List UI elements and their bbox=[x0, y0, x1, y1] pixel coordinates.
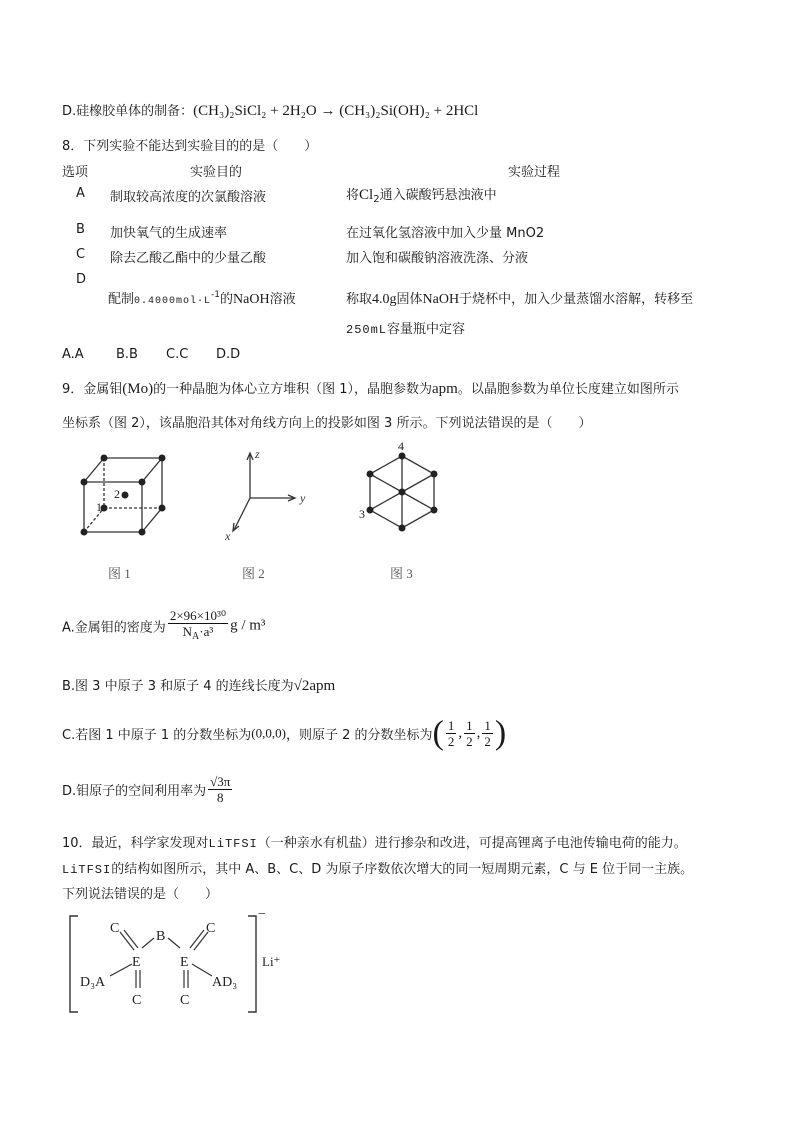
q8-option-a[interactable]: A.A bbox=[62, 347, 84, 362]
struct-e1: E bbox=[132, 955, 141, 970]
q9-c-f3-den: 2 bbox=[484, 734, 491, 749]
q8-row-d-conc: 0.4000mol·L bbox=[134, 296, 212, 307]
struct-left-group: D₃A bbox=[80, 975, 106, 990]
fig2-axes bbox=[233, 453, 295, 531]
q8-row-c-process: 加入饱和碳酸钠溶液洗涤、分液 bbox=[346, 251, 529, 266]
fig2-axis-y: y bbox=[300, 491, 306, 505]
q8-row-b-option: B bbox=[76, 222, 85, 237]
q9-c-paren-right: ) bbox=[494, 714, 507, 752]
q8-row-b-purpose: 加快氧气的生成速率 bbox=[110, 226, 228, 241]
q8-row-d-pre: 配制 bbox=[108, 292, 135, 307]
q9-a-unit: g / m³ bbox=[230, 617, 266, 634]
q8-row-d-sup: -1 bbox=[211, 290, 221, 300]
q8-row-a-pre: 将 bbox=[346, 188, 360, 203]
q7-d-equation: (CH₃)₂SiCl₂ + 2H₂O → (CH₃)₂Si(OH)₂ + 2HCl bbox=[193, 103, 479, 119]
q8-header-option: 选项 bbox=[62, 165, 89, 180]
q10-line1-pre: 10．最近，科学家发现对 bbox=[62, 836, 209, 851]
q9-apm: apm bbox=[432, 381, 458, 397]
struct-c4: C bbox=[180, 993, 190, 1008]
q9-a-text: A.金属钼的密度为 bbox=[62, 620, 166, 636]
q8-row-d-vol: 250mL bbox=[346, 323, 388, 337]
q8-row-d-process bbox=[346, 288, 693, 308]
q8-row-c-option: C bbox=[76, 247, 86, 262]
q8-row-a-sub: 2 bbox=[373, 194, 380, 205]
q9-c-f1-den: 2 bbox=[447, 734, 455, 749]
q8-row-a-purpose: 制取较高浓度的次氯酸溶液 bbox=[110, 190, 267, 205]
q9-a-den-sub: A bbox=[192, 631, 200, 642]
q9-c-f3-num: 1 bbox=[484, 718, 491, 733]
q7-d-label: D.硅橡胶单体的制备： bbox=[62, 104, 194, 119]
q9-d-den: 8 bbox=[217, 790, 224, 805]
q9-c-text: C.若图 1 中原子 1 的分数坐标为 bbox=[62, 728, 252, 743]
q9-c-comma-2: , bbox=[476, 725, 481, 741]
q8-row-b-process: 在过氧化氢溶液中加入少量 MnO2 bbox=[346, 226, 545, 241]
q10-line2-post: 的结构如图所示，其中 A、B、C、D 为原子序数依次增大的同一短周期元素，C 与 E 位于同一主族。 bbox=[111, 862, 694, 877]
struct-c3: C bbox=[132, 993, 142, 1008]
q9-c-frac-2 bbox=[464, 718, 475, 749]
q8-row-d-option: D bbox=[76, 272, 87, 287]
q9-option-c[interactable] bbox=[62, 714, 507, 752]
q9-c-f1-num: 1 bbox=[447, 718, 455, 733]
q8-option-c[interactable]: C.C bbox=[166, 347, 189, 362]
q9-figures bbox=[62, 440, 462, 588]
q9-b-text: B.图 3 中原子 3 和原子 4 的连线长度为 bbox=[62, 679, 294, 694]
fig3-label-3: 3 bbox=[359, 507, 365, 521]
q10-litfsi-2: LiTFSI bbox=[62, 863, 112, 877]
q9-d-num: √3π bbox=[210, 774, 231, 789]
q8-option-d[interactable]: D.D bbox=[216, 347, 241, 362]
q9-c-f2-den: 2 bbox=[466, 734, 473, 749]
struct-e2: E bbox=[180, 955, 189, 970]
q9-b-value: √2apm bbox=[293, 678, 336, 694]
q9-c-frac-3 bbox=[482, 718, 493, 749]
q9-c-f2-num: 1 bbox=[466, 718, 473, 733]
q9-a-num: 2×96×10³⁰ bbox=[169, 608, 227, 623]
q9-line1-post: 。以晶胞参数为单位长度建立如图所示 bbox=[457, 382, 679, 397]
q8-header-purpose: 实验目的 bbox=[190, 165, 243, 180]
q8-option-b[interactable]: B.B bbox=[116, 347, 138, 362]
q9-a-fraction bbox=[168, 608, 228, 644]
q9-c-coord: (0,0,0) bbox=[251, 725, 286, 741]
q10-structure bbox=[62, 908, 322, 1020]
q9-line1-pre: 9．金属钼 bbox=[62, 382, 123, 397]
q9-stem-line1 bbox=[62, 378, 679, 398]
q8-row-d-mass: 4.0g bbox=[372, 292, 397, 307]
struct-charge: − bbox=[258, 908, 266, 922]
fig3-caption: 图 3 bbox=[390, 566, 413, 581]
q8-row-d-purpose bbox=[108, 288, 296, 308]
q9-c-comma-1: , bbox=[458, 725, 463, 741]
fig2-caption: 图 2 bbox=[242, 566, 265, 581]
q9-line1-mid: 的一种晶胞为体心立方堆积（图 1），晶胞参数为 bbox=[153, 382, 433, 397]
q9-option-a[interactable] bbox=[62, 608, 265, 644]
q7-option-d bbox=[62, 100, 478, 120]
q9-a-den-n: N bbox=[182, 624, 193, 639]
struct-c2: C bbox=[206, 921, 216, 936]
fig1-label-2: 2 bbox=[114, 487, 120, 501]
q9-option-b[interactable] bbox=[62, 675, 335, 695]
fig1-label-1: 1 bbox=[96, 500, 102, 514]
fig2-axis-x: x bbox=[225, 529, 231, 543]
q8-row-d-proc-post: 于烧杯中，加入少量蒸馏水溶解，转移至 bbox=[459, 292, 694, 307]
q8-row-a-process bbox=[346, 184, 497, 205]
q8-header-process: 实验过程 bbox=[508, 165, 561, 180]
q9-d-fraction bbox=[208, 774, 232, 805]
q8-row-a-post: 通入碳酸钙悬浊液中 bbox=[379, 188, 497, 203]
fig1-caption: 图 1 bbox=[108, 566, 131, 581]
struct-c1: C bbox=[110, 921, 120, 936]
q8-row-a-option: A bbox=[76, 186, 85, 201]
q8-row-d-mid: 的 bbox=[220, 292, 234, 307]
q8-row-d-proc-end: 容量瓶中定容 bbox=[387, 322, 466, 337]
q8-row-d-naoh2: NaOH bbox=[422, 292, 460, 307]
q8-row-d-naoh: NaOH bbox=[233, 292, 270, 307]
q9-a-den bbox=[168, 624, 228, 644]
q10-line1-post: （一种亲水有机盐）进行掺杂和改进，可提高锂离子电池传输电荷的能力。 bbox=[257, 836, 687, 851]
fig1-atoms bbox=[81, 455, 166, 536]
q9-a-den-post: ·a³ bbox=[199, 624, 214, 639]
q9-d-text: D.钼原子的空间利用率为 bbox=[62, 784, 207, 799]
q8-row-d-proc-mid: 固体 bbox=[396, 292, 423, 307]
fig3-label-4: 4 bbox=[398, 440, 404, 453]
q10-stem-line2 bbox=[62, 858, 693, 877]
q8-row-c-purpose: 除去乙酸乙酯中的少量乙酸 bbox=[110, 251, 267, 266]
q8-row-d-post: 溶液 bbox=[269, 292, 296, 307]
q9-c-mid: ，则原子 2 的分数坐标为 bbox=[285, 728, 433, 743]
struct-b: B bbox=[156, 929, 166, 944]
q10-litfsi-1: LiTFSI bbox=[208, 837, 258, 851]
q9-stem-line2: 坐标系（图 2），该晶胞沿其体对角线方向上的投影如图 3 所示。下列说法错误的是（ ） bbox=[62, 416, 592, 431]
q9-c-paren-left: ( bbox=[432, 714, 444, 752]
q8-row-d-proc-pre: 称取 bbox=[346, 292, 373, 307]
q9-mo: (Mo) bbox=[122, 381, 154, 397]
q8-row-d-process-line2 bbox=[346, 318, 465, 337]
q10-stem-line1 bbox=[62, 832, 687, 851]
q8-stem: 8．下列实验不能达到实验目的的是（ ） bbox=[62, 139, 318, 154]
q10-stem-line3: 下列说法错误的是（ ） bbox=[62, 887, 219, 902]
q8-row-a-chem: Cl bbox=[359, 187, 374, 203]
fig2-axis-z: z bbox=[255, 447, 260, 461]
struct-li: Li⁺ bbox=[262, 954, 281, 969]
q9-c-frac-1 bbox=[446, 718, 457, 749]
q9-option-d[interactable] bbox=[62, 774, 234, 805]
struct-right-group: AD₃ bbox=[212, 975, 238, 990]
